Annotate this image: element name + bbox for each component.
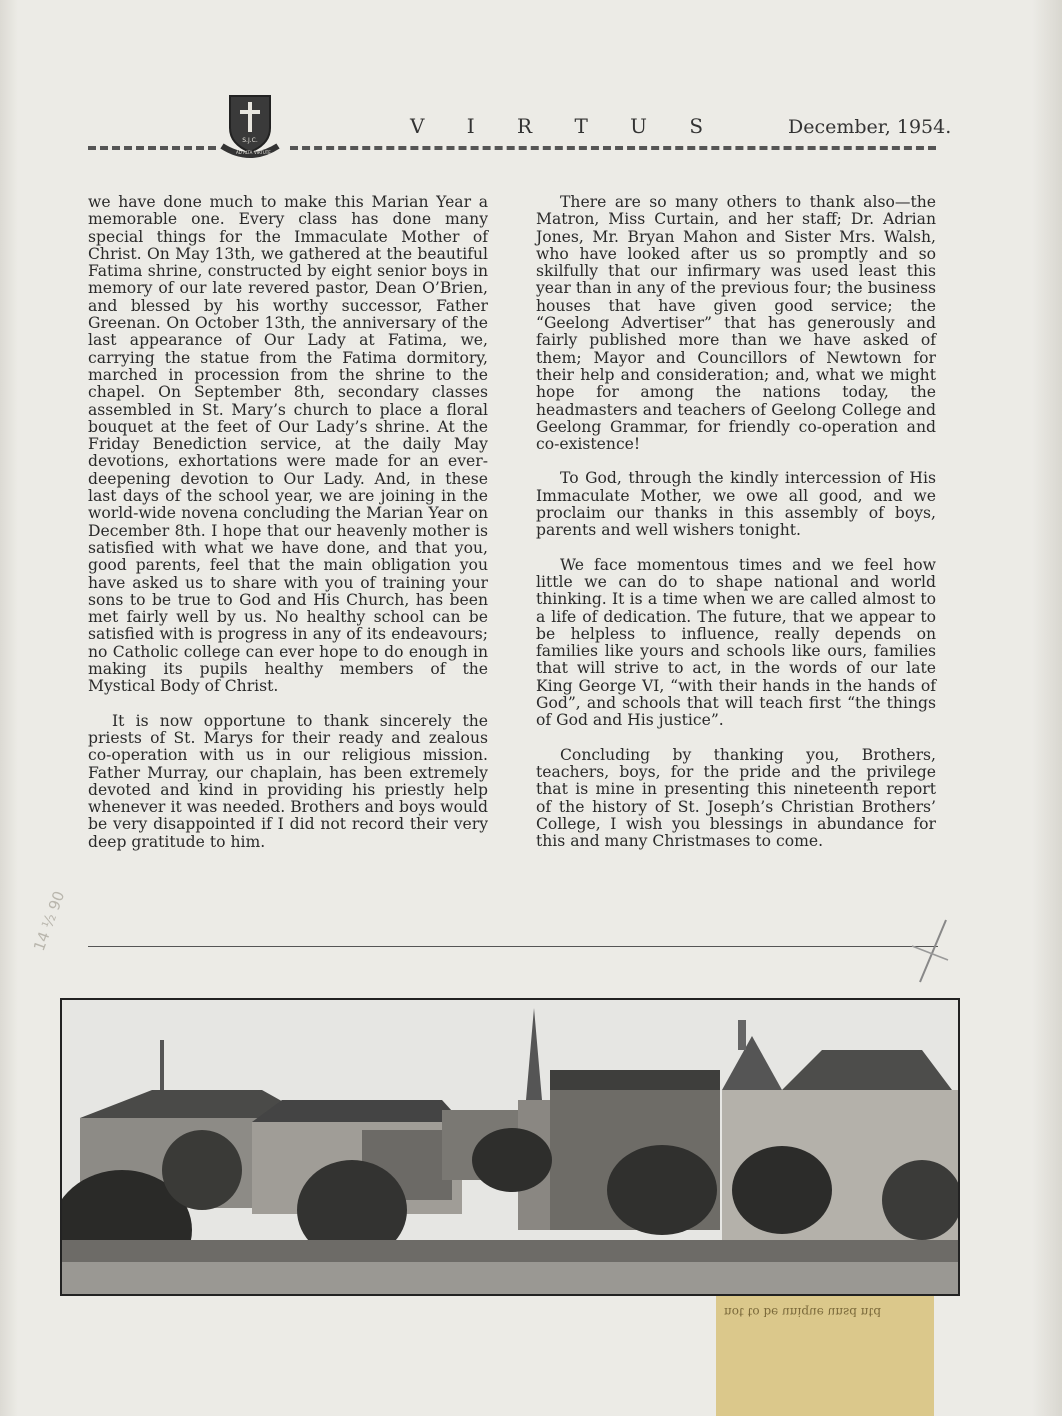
masthead-rule-left [88, 146, 216, 150]
article-paragraph: Concluding by thanking you, Brothers, teachers, boys, for the pride and the privilege that is mine in presenting this nineteenth report of the history of St. Joseph’s Christian Brothers’ College, I wish you blessings in abundance for this and many Christmases to come. [536, 745, 936, 851]
pencil-cross-mark-icon [910, 916, 950, 986]
crest-motto-left: AD ALTA [236, 150, 253, 155]
handwritten-margin-note: 14 ½ 90 [30, 888, 69, 954]
issue-date: December, 1954. [788, 116, 952, 138]
crest-initials: S.J.C. [242, 137, 258, 144]
article-right-column [536, 194, 936, 867]
page-edge-right [1032, 0, 1062, 1416]
article-paragraph: We face momentous times and we feel how little we can do to shape national and world thinking. It is a time when we are called almost to a life of dedication. The future, that we appear to be helpless to influence, really depends on families like yours and schools like ours, families that will strive to act, in the words of our late King George VI, “with their hands in the hands of God”, and schools that will teach first “the things of God and His justice”. [536, 555, 936, 730]
page-edge-left [0, 0, 18, 1416]
article-paragraph: To God, through the kindly intercession of His Immaculate Mother, we owe all good, and we proclaim our thanks in this assembly of boys, parents and well wishers tonight. [536, 469, 936, 540]
school-crest-icon [218, 88, 282, 160]
masthead-rule-right [290, 146, 936, 150]
article-left-column [88, 194, 488, 868]
article-paragraph: It is now opportune to thank sincerely the priests of St. Marys for their ready and zealous co-operation with us in our religious mission. Father Murray, our chaplain, has been extremely devoted and kind in providing his priestly help whenever it was needed. Brothers and boys would be very disappointed if I did not record their very deep gratitude to him. [88, 711, 488, 851]
article-paragraph: we have done much to make this Marian Year a memorable one. Every class has done many special things for the Immaculate Mother of Christ. On May 13th, we gathered at the beautiful Fatima shrine, constructed by eight senior boys in memory of our late revered pastor, Dean O’Brien, and blessed by his worthy successor, Father Greenan. On October 13th, the anniversary of the last appearance of Our Lady at Fatima, we, carrying the statue from the Fatima dormitory, marched in procession from the shrine to the chapel. On September 8th, secondary classes assembled in St. Mary’s church to place a floral bouquet at the feet of Our Lady’s shrine. At the Friday Benediction service, at the daily May devotions, exhortations were made for an ever-deepening devotion to Our Lady. And, in these last days of the school year, we are joining in the world-wide novena concluding the Marian Year on December 8th. I hope that our heavenly mother is satisfied with what we have done, and that you, good parents, feel that the main obligation you have asked us to share with you of training your sons to be true to God and His Church, has been met fairly well by us. No healthy school can be satisfied with is progress in any of its endeavours; no Catholic college can ever hope to do enough in making its pupils healthy members of the Mystical Body of Christ. [88, 193, 488, 696]
crest-motto-right: VIRTUTE [254, 150, 271, 155]
publication-title: V I R T U S [410, 114, 722, 138]
article-paragraph: There are so many others to thank also—the Matron, Miss Curtain, and her staff; Dr. Adrian Jones, Mr. Bryan Mahon and Sister Mrs. Walsh, who have looked after us so promptly and so skilfully that our infirmary was used least this year than in any of the previous four; the business houses that have given good service; the “Geelong Advertiser” that has generously and fairly published more than we have asked of them; Mayor and Councillors of Newtown for their help and consideration; and, what we might hope for among the nations today, the headmasters and teachers of Geelong College and Geelong Grammar, for friendly co-operation and co-existence! [536, 193, 936, 454]
college-buildings-photo [60, 998, 960, 1296]
tape-bleed-text: not to be unique unsd ntd [724, 1305, 882, 1319]
section-divider [88, 946, 938, 947]
